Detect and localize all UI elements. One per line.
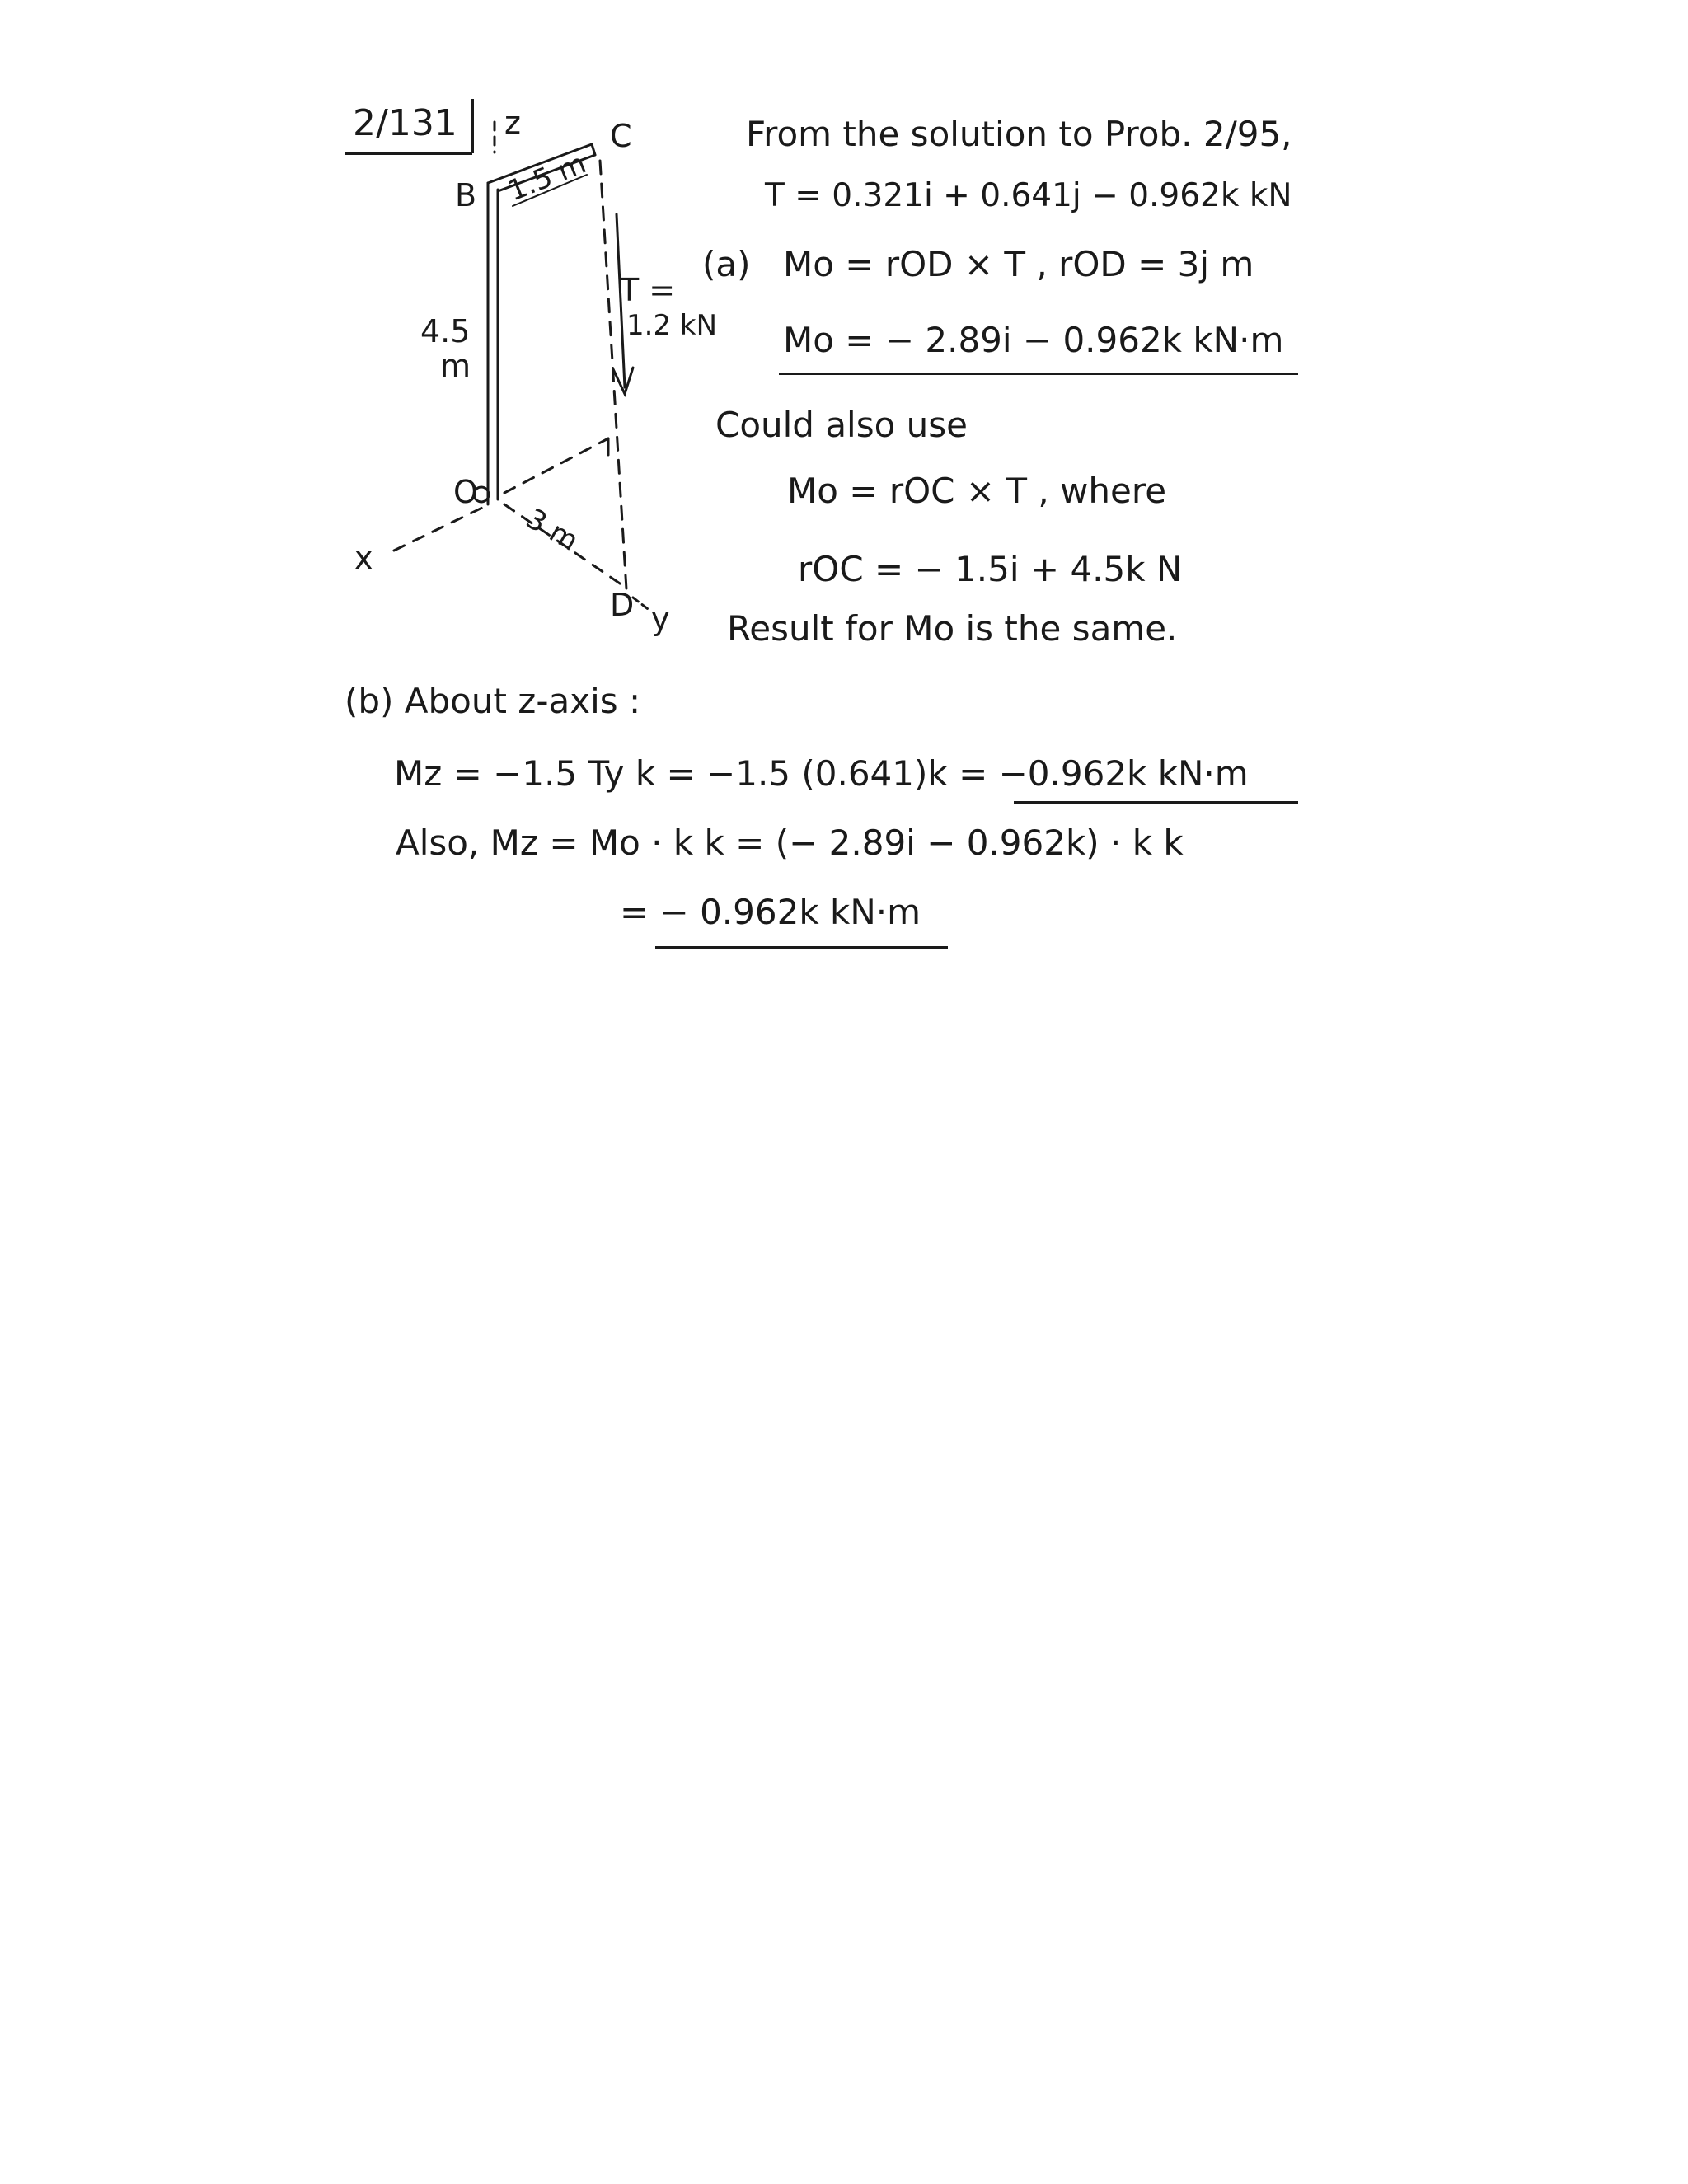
part-b-heading: (b) About z-axis : bbox=[345, 681, 641, 721]
mz-line-3-underline bbox=[655, 946, 948, 949]
could-also-line: Could also use bbox=[715, 405, 968, 445]
dim-od-label: 3 m bbox=[520, 502, 584, 558]
point-o-label: O bbox=[453, 474, 478, 510]
mo-alt-line: Mo = rOC × T , where bbox=[787, 471, 1167, 511]
axis-z-label: z bbox=[504, 105, 521, 141]
part-a-label: (a) bbox=[702, 244, 751, 284]
mo-result-line: Mo = − 2.89i − 0.962k kN·m bbox=[783, 320, 1284, 360]
dim-height-value: 4.5 bbox=[420, 313, 471, 349]
y-axis-line bbox=[633, 598, 651, 612]
x-axis-line bbox=[394, 508, 482, 551]
tension-value: 1.2 kN bbox=[626, 309, 718, 342]
roc-line: rOC = − 1.5i + 4.5k N bbox=[798, 549, 1183, 589]
point-c-label: C bbox=[610, 118, 632, 154]
mz-line-3: = − 0.962k kN·m bbox=[620, 892, 921, 932]
base-dashed-line bbox=[504, 438, 608, 493]
mz-line-1: Mz = −1.5 Ty k = −1.5 (0.641)k = −0.962k kN·m bbox=[394, 753, 1249, 794]
mz-line-2: Also, Mz = Mo · k k = (− 2.89i − 0.962k) · k k bbox=[396, 823, 1184, 863]
dim-bc-label: 1.5 m bbox=[503, 147, 591, 209]
bar-end-line bbox=[592, 144, 595, 155]
problem-number: 2/131 bbox=[353, 102, 457, 144]
t-vector-line: T = 0.321i + 0.641j − 0.962k kN bbox=[765, 177, 1292, 214]
point-b-label: B bbox=[455, 177, 477, 213]
mz-line-1-underline bbox=[1014, 801, 1298, 804]
axis-y-label: y bbox=[651, 601, 670, 637]
mo-result-underline bbox=[779, 373, 1298, 375]
intro-line: From the solution to Prob. 2/95, bbox=[746, 114, 1292, 154]
axis-x-label: x bbox=[354, 540, 373, 576]
same-result-line: Result for Mo is the same. bbox=[727, 608, 1178, 649]
point-d-label: D bbox=[610, 587, 635, 623]
mo-formula-line: Mo = rOD × T , rOD = 3j m bbox=[783, 244, 1254, 284]
dim-height-unit: m bbox=[440, 348, 471, 384]
tension-label: T = bbox=[620, 272, 676, 308]
c-to-d-dashed-line bbox=[600, 161, 626, 589]
